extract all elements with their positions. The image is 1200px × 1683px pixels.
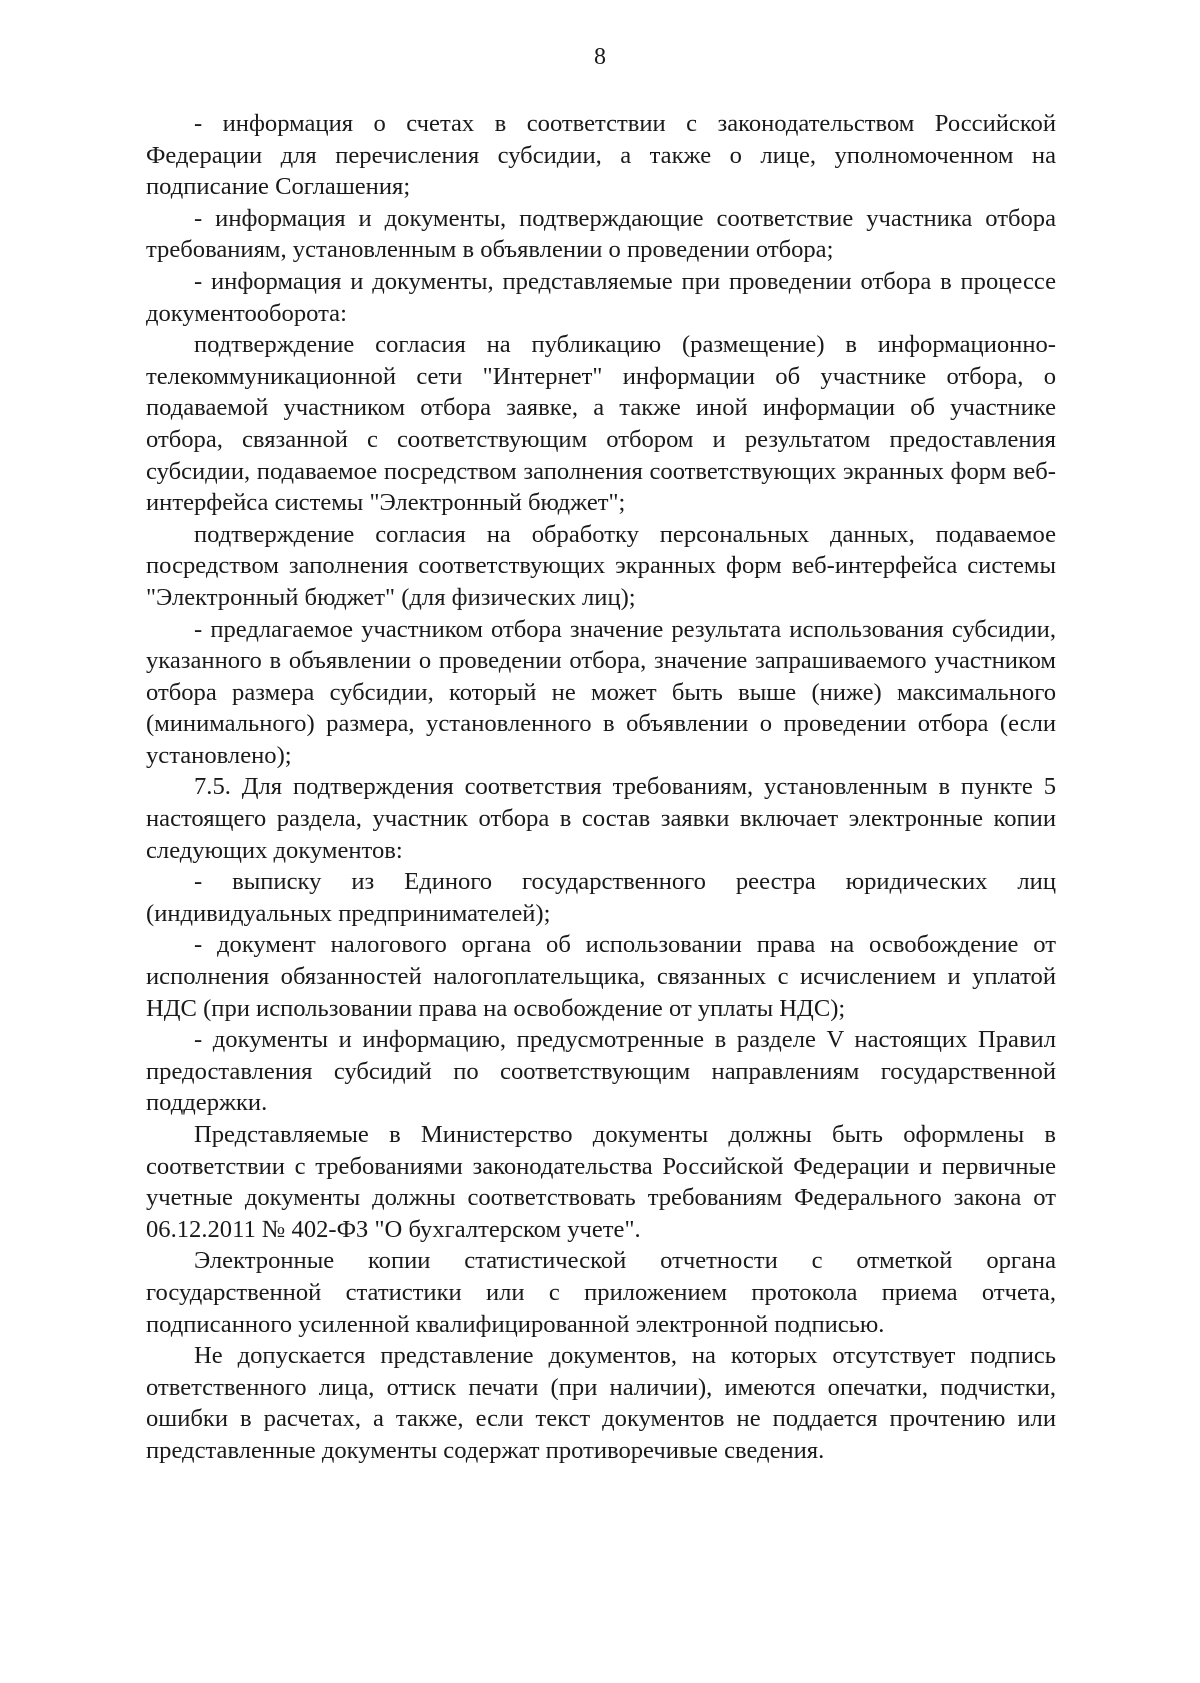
paragraph-not-allowed: Не допускается представление документов, на которых отсутствует подпись ответственного лица, оттиск печати (при наличии), имеются опечатки, подчистки, ошибки в расчетах, а также, если текст документов не поддается прочтению или представленные документы содержат противоречивые сведения. xyxy=(146,1342,1056,1464)
paragraph-personal-data-consent: подтверждение согласия на обработку персональных данных, подаваемое посредством заполнения соответствующих экранных форм веб-интерфейса системы "Электронный бюджет" (для физических лиц); xyxy=(146,520,1056,611)
paragraph-publication-consent: подтверждение согласия на публикацию (размещение) в информационно-телекоммуникационной сети "Интернет" информации об участнике отбора, о подаваемой участником отбора заявке, а также иной информации об участнике отбора, связанной с соответствующим отбором и результатом предоставления субсидии, подаваемое посредством заполнения соответствующих экранных форм веб-интерфейса системы "Электронный бюджет"; xyxy=(146,331,1056,517)
paragraph-egrul-extract: - выписку из Единого государственного реестра юридических лиц (индивидуальных предпринимателей); xyxy=(146,868,1056,927)
paragraph-statistical-reports: Электронные копии статистической отчетности с отметкой органа государственной статистики или с приложением протокола приема отчета, подписанного усиленной квалифицированной электронной подписью. xyxy=(146,1247,1056,1338)
document-body xyxy=(146,108,1056,1467)
paragraph-compliance-info: - информация и документы, подтверждающие соответствие участника отбора требованиям, установленным в объявлении о проведении отбора; xyxy=(146,204,1056,264)
paragraph-bank-account-info: - информация о счетах в соответствии с законодательством Российской Федерации для перечисления субсидии, а также о лице, уполномоченном на подписание Соглашения; xyxy=(146,110,1056,201)
paragraph-section-7-5: 7.5. Для подтверждения соответствия требованиям, установленным в пункте 5 настоящего раздела, участник отбора в состав заявки включает электронные копии следующих документов: xyxy=(146,773,1056,864)
paragraph-tax-document: - документ налогового органа об использовании права на освобождение от исполнения обязанностей налогоплательщика, связанных с исчислением и уплатой НДС (при использовании права на освобождение от уплаты НДС); xyxy=(146,931,1056,1022)
paragraph-proposed-result: - предлагаемое участником отбора значение результата использования субсидии, указанного в объявлении о проведении отбора, значение запрашиваемого участником отбора размера субсидии, который не может быть выше (ниже) максимального (минимального) размера, установленного в объявлении о проведении отбора (если установлено); xyxy=(146,615,1056,769)
paragraph-document-requirements: Представляемые в Министерство документы должны быть оформлены в соответствии с требованиями законодательства Российской Федерации и первичные учетные документы должны соответствовать требованиям Федерального закона от 06.12.2011 № 402-ФЗ "О бухгалтерском учете". xyxy=(146,1121,1056,1243)
paragraph-document-flow-info: - информация и документы, представляемые при проведении отбора в процессе документооборота: xyxy=(146,267,1056,327)
paragraph-section-v-documents: - документы и информацию, предусмотренные в разделе V настоящих Правил предоставления субсидий по соответствующим направлениям государственной поддержки. xyxy=(146,1026,1056,1117)
page-number: 8 xyxy=(594,44,606,70)
